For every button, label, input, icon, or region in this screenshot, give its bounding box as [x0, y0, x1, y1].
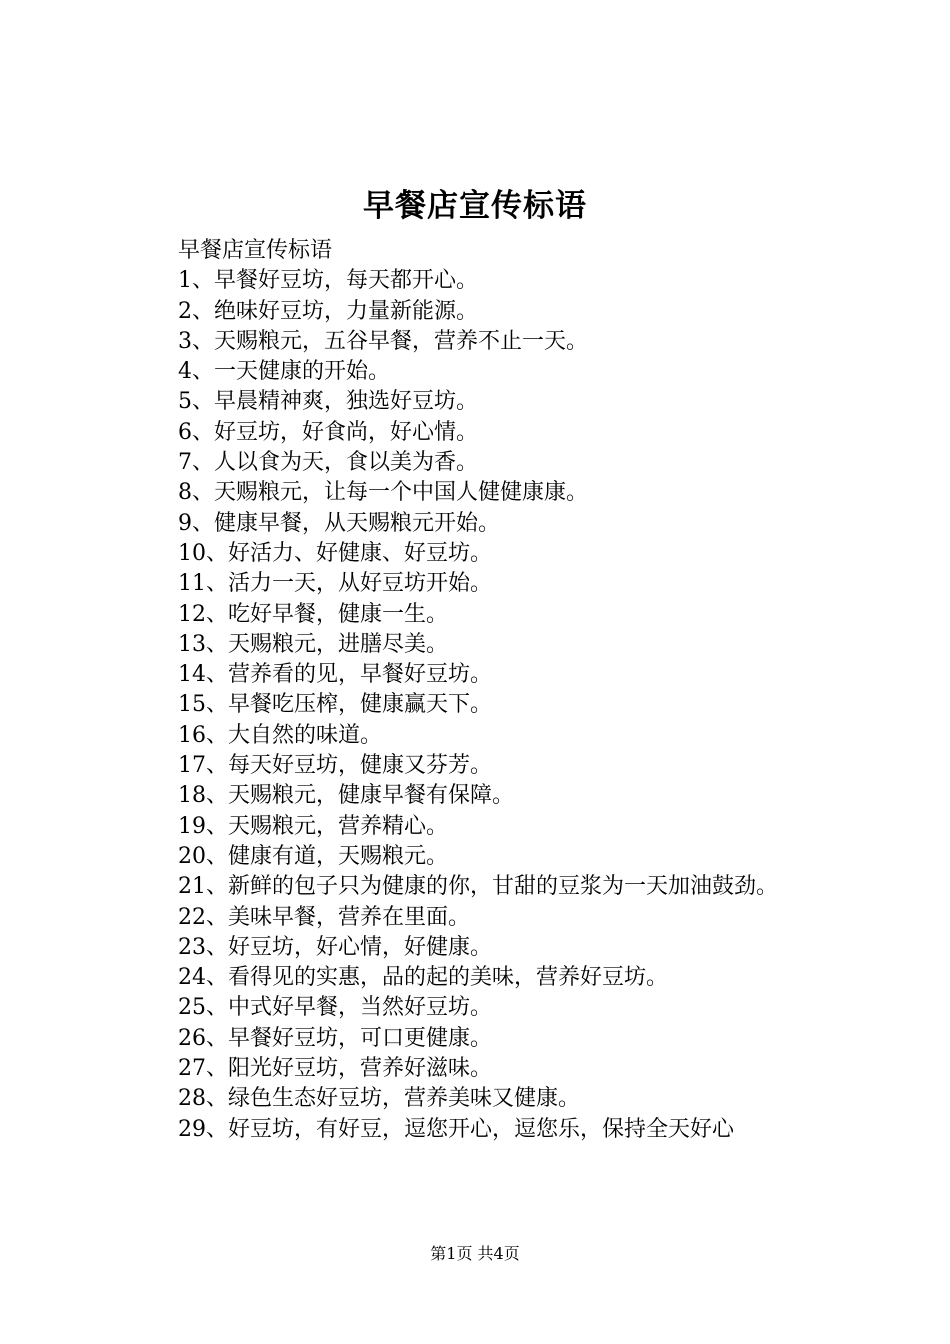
slogan-item: 15、早餐吃压榨，健康赢天下。 — [178, 692, 492, 718]
slogan-item: 8、天赐粮元，让每一个中国人健健康康。 — [178, 480, 588, 506]
slogan-item: 5、早晨精神爽，独选好豆坊。 — [178, 389, 478, 415]
slogan-item: 1、早餐好豆坊，每天都开心。 — [178, 268, 478, 294]
slogan-item: 25、中式好早餐，当然好豆坊。 — [178, 995, 492, 1021]
slogan-item: 7、人以食为天，食以美为香。 — [178, 450, 478, 476]
slogan-item: 10、好活力、好健康、好豆坊。 — [178, 540, 492, 566]
document-subtitle: 早餐店宣传标语 — [178, 238, 333, 263]
slogan-item: 28、绿色生态好豆坊，营养美味又健康。 — [178, 1086, 580, 1112]
slogan-item: 9、健康早餐，从天赐粮元开始。 — [178, 510, 500, 536]
slogan-item: 24、看得见的实惠，品的起的美味，营养好豆坊。 — [178, 965, 668, 991]
slogan-item: 13、天赐粮元，进膳尽美。 — [178, 631, 448, 657]
slogan-item: 27、阳光好豆坊，营养好滋味。 — [178, 1056, 492, 1082]
slogan-item: 23、好豆坊，好心情，好健康。 — [178, 934, 492, 960]
slogan-item: 6、好豆坊，好食尚，好心情。 — [178, 419, 478, 445]
document-title: 早餐店宣传标语 — [363, 188, 587, 224]
page-footer: 第1页 共4页 — [430, 1244, 520, 1263]
slogan-item: 4、一天健康的开始。 — [178, 359, 390, 385]
slogan-item: 3、天赐粮元，五谷早餐，营养不止一天。 — [178, 328, 588, 354]
slogan-item: 2、绝味好豆坊，力量新能源。 — [178, 298, 478, 324]
slogan-item: 11、活力一天，从好豆坊开始。 — [178, 571, 492, 597]
slogan-item: 16、大自然的味道。 — [178, 722, 382, 748]
slogan-item: 22、美味早餐，营养在里面。 — [178, 904, 470, 930]
slogan-item: 19、天赐粮元，营养精心。 — [178, 813, 448, 839]
document-body — [130, 236, 830, 1145]
slogan-item: 18、天赐粮元，健康早餐有保障。 — [178, 783, 514, 809]
slogan-item: 14、营养看的见，早餐好豆坊。 — [178, 662, 492, 688]
slogan-item: 12、吃好早餐，健康一生。 — [178, 601, 448, 627]
slogan-item: 26、早餐好豆坊，可口更健康。 — [178, 1025, 492, 1051]
slogan-item: 20、健康有道，天赐粮元。 — [178, 843, 448, 869]
slogan-item: 29、好豆坊，有好豆，逗您开心，逗您乐，保持全天好心 — [178, 1116, 734, 1142]
slogan-item: 21、新鲜的包子只为健康的你，甘甜的豆浆为一天加油鼓劲。 — [178, 874, 778, 900]
slogan-item: 17、每天好豆坊，健康又芬芳。 — [178, 753, 492, 779]
